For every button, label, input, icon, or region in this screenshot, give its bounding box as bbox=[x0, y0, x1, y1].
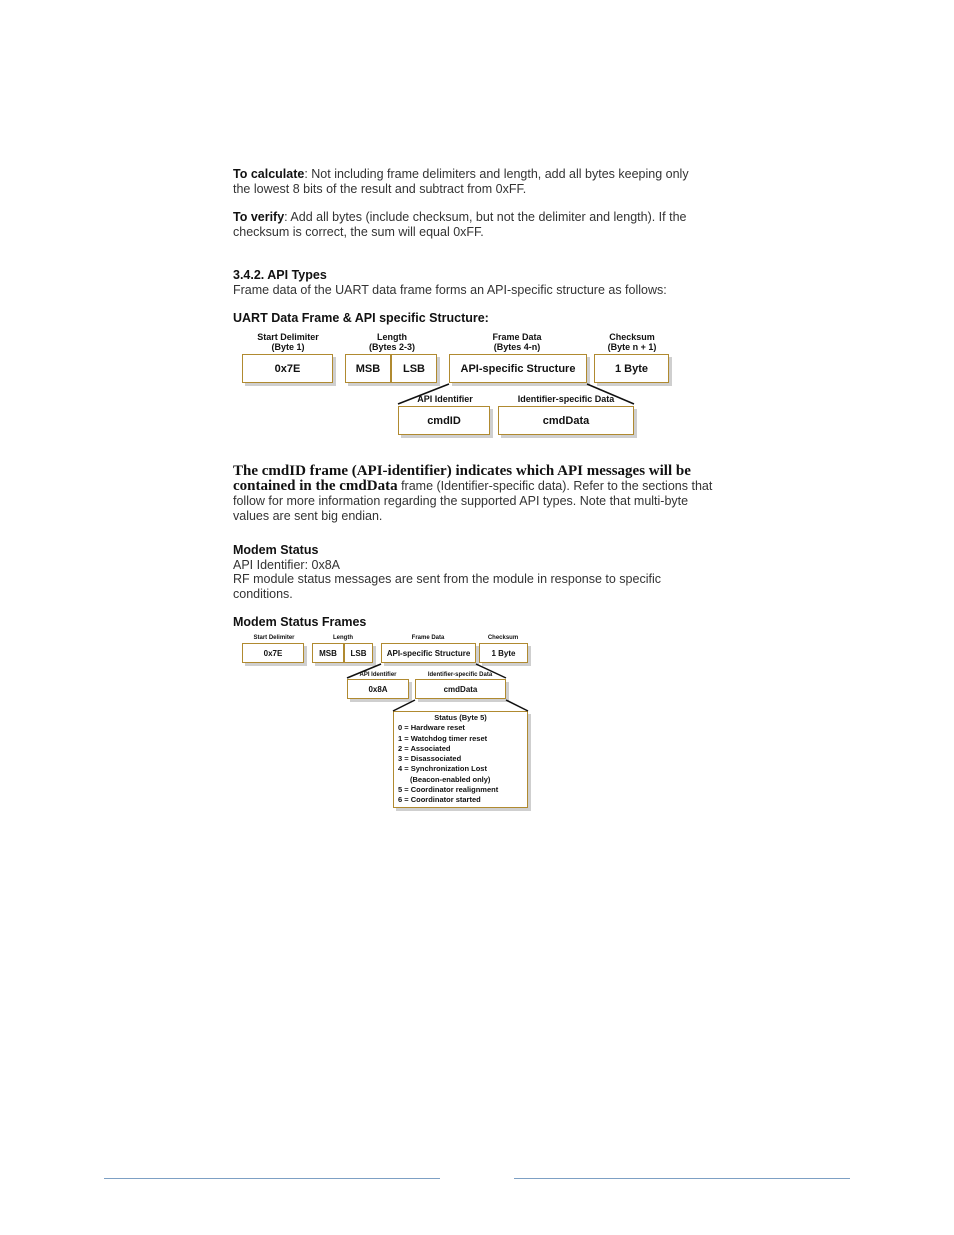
status-item: 2 = Associated bbox=[398, 743, 451, 753]
verify-text-2: checksum is correct, the sum will equal 0xFF. bbox=[233, 224, 484, 239]
status-item: 3 = Disassociated bbox=[398, 754, 462, 764]
cmdid-text-4: values are sent big endian. bbox=[233, 509, 383, 523]
calculate-text-2: the lowest 8 bits of the result and subtract from 0xFF. bbox=[233, 181, 527, 196]
frame-data-box: API-specific Structure bbox=[449, 354, 587, 383]
lsb-box: LSB bbox=[391, 354, 437, 383]
cmdid-text-2: frame (Identifier-specific data). Refer to the sections that bbox=[397, 479, 713, 493]
d2-api-identifier-label: API Identifier bbox=[359, 672, 397, 678]
msb-box: MSB bbox=[345, 354, 391, 383]
status-title: Status (Byte 5) bbox=[434, 713, 487, 722]
identifier-data-label: Identifier-specific Data bbox=[517, 394, 615, 404]
d2-length-label: Length bbox=[333, 635, 353, 641]
length-label: Length (Bytes 2-3) bbox=[368, 332, 416, 352]
status-item: 0 = Hardware reset bbox=[398, 723, 465, 733]
api-identifier-label: API Identifier bbox=[417, 394, 473, 404]
calculate-label: To calculate bbox=[233, 167, 305, 181]
api-types-text: Frame data of the UART data frame forms an API-specific structure as follows: bbox=[233, 282, 667, 297]
footer-rule-right bbox=[514, 1178, 850, 1179]
frame-data-label: Frame Data (Bytes 4-n) bbox=[492, 332, 542, 352]
modem-status-heading: Modem Status bbox=[233, 543, 319, 557]
modem-api-identifier: API Identifier: 0x8A bbox=[233, 557, 341, 572]
d3-left-connector bbox=[393, 700, 415, 711]
d1-right-connector bbox=[587, 384, 634, 404]
status-item: 1 = Watchdog timer reset bbox=[398, 733, 488, 743]
status-item: 4 = Synchronization Lost bbox=[398, 764, 487, 774]
diagram1-title: UART Data Frame & API specific Structure: bbox=[233, 311, 489, 325]
cmdid-box: cmdID bbox=[398, 406, 490, 435]
status-item-note: (Beacon-enabled only) bbox=[410, 774, 491, 784]
footer-rule-left bbox=[104, 1178, 440, 1179]
d2-start-delimiter-label: Start Delimiter bbox=[253, 635, 295, 641]
d2-frame-data-label: Frame Data bbox=[411, 635, 445, 641]
diagram2-title: Modem Status Frames bbox=[233, 615, 367, 629]
d2-start-delimiter-box: 0x7E bbox=[242, 643, 304, 663]
d2-lsb-box: LSB bbox=[344, 643, 373, 663]
modem-text-2: conditions. bbox=[233, 586, 293, 601]
d2-cmddata-box: cmdData bbox=[415, 679, 506, 699]
verify-label: To verify bbox=[233, 210, 285, 224]
d2-left-connector bbox=[347, 664, 381, 678]
modem-text-1: RF module status messages are sent from the module in response to specific bbox=[233, 572, 661, 586]
calculate-text: : Not including frame delimiters and length, add all bytes keeping only bbox=[304, 167, 689, 181]
checksum-box: 1 Byte bbox=[594, 354, 669, 383]
verify-text: : Add all bytes (include checksum, but not the delimiter and length). If the bbox=[284, 210, 687, 224]
d3-right-connector bbox=[506, 700, 528, 711]
api-types-heading: 3.4.2. API Types bbox=[233, 268, 327, 282]
cmdid-serif-line2: contained in the cmdData bbox=[233, 478, 398, 494]
d2-api-id-box: 0x8A bbox=[347, 679, 409, 699]
d2-msb-box: MSB bbox=[312, 643, 344, 663]
d2-identifier-data-label: Identifier-specific Data bbox=[427, 672, 493, 678]
cmddata-box: cmdData bbox=[498, 406, 634, 435]
d2-checksum-box: 1 Byte bbox=[479, 643, 528, 663]
start-delimiter-label: Start Delimiter (Byte 1) bbox=[257, 332, 319, 352]
cmdid-text-3: follow for more information regarding the supported API types. Note that multi-byte bbox=[233, 494, 689, 508]
d2-checksum-label: Checksum bbox=[487, 635, 519, 641]
d2-frame-data-box: API-specific Structure bbox=[381, 643, 476, 663]
checksum-label: Checksum (Byte n + 1) bbox=[607, 332, 657, 352]
cmdid-serif-line1: The cmdID frame (API-identifier) indicates which API messages will be bbox=[233, 463, 691, 479]
start-delimiter-box: 0x7E bbox=[242, 354, 333, 383]
d1-left-connector bbox=[398, 384, 449, 404]
status-item: 5 = Coordinator realignment bbox=[398, 785, 499, 795]
status-item: 6 = Coordinator started bbox=[398, 795, 481, 805]
d2-right-connector bbox=[476, 664, 506, 678]
